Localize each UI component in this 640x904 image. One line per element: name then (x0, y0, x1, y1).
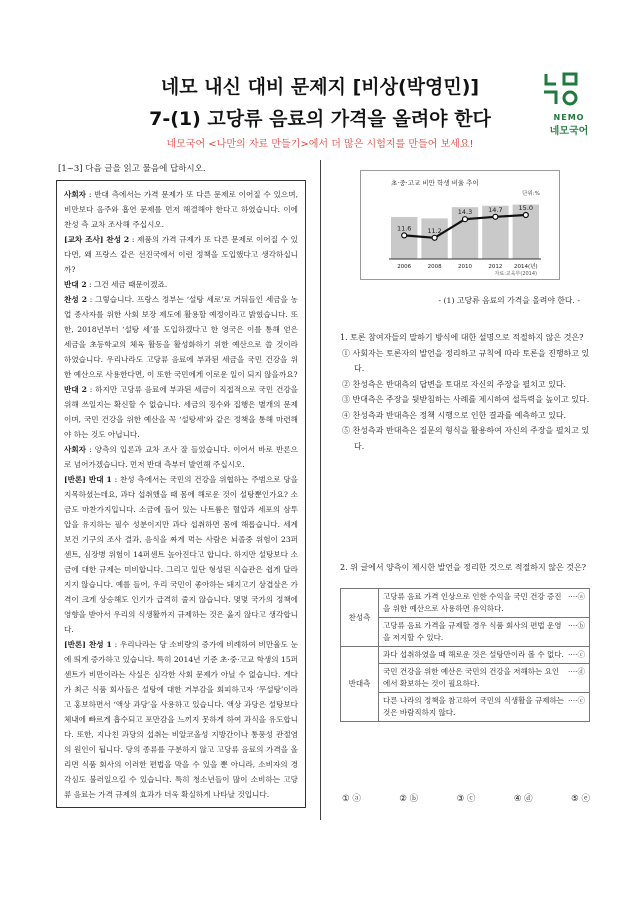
statement-cell (379, 664, 590, 693)
chart-data-label: 14.3 (457, 208, 473, 217)
promo-text: 네모국어 <나만의 자료 만들기>에서 더 많은 시험지를 만들어 보세요! (166, 139, 474, 150)
statement-text: 고당류 음료 가격을 규제할 경우 식품 회사의 편법 운영을 저지할 수 있다. (383, 621, 562, 642)
chart-x-tick-label: 2010 (458, 264, 472, 270)
statement-cell (379, 693, 590, 722)
table-row (341, 693, 590, 722)
q1-option[interactable]: ③ 반대측은 주장을 뒷받침하는 사례를 제시하여 설득력을 높이고 있다. (342, 395, 590, 404)
q1-option[interactable]: ① 사회자는 토론자의 발언을 정리하고 규칙에 따라 토론을 진행하고 있다. (342, 348, 590, 373)
obesity-chart (360, 170, 560, 280)
nemo-logo (540, 72, 598, 137)
header (0, 0, 640, 150)
speaker-label: [반론] 반대 1 (64, 475, 112, 484)
passage-box (56, 180, 306, 808)
chart-x-tick-label: 2008 (427, 264, 442, 270)
passage-paragraph (64, 472, 298, 637)
statement-mark: ····ⓒ (567, 650, 585, 659)
statement-mark: ····ⓔ (567, 696, 585, 705)
figure-caption: - (1) 고당류 음료의 가격을 올려야 한다. - (438, 296, 580, 305)
table-row (341, 664, 590, 693)
table-row (341, 589, 590, 618)
statement-mark: ····ⓑ (567, 621, 585, 630)
speaker-label: 반대 2 (64, 280, 87, 289)
table-row (341, 618, 590, 647)
table-row (341, 647, 590, 664)
statement-mark: ····ⓐ (567, 592, 585, 601)
page-title: 네모 내신 대비 문제지 [비상(박영민)] (160, 76, 480, 98)
speech-text: : 그건 세금 때문이겠죠. (86, 280, 168, 289)
passage-paragraph (64, 292, 298, 382)
statement-mark: ····ⓓ (567, 667, 585, 676)
chart-unit: 단위:% (522, 191, 540, 197)
question-2-stem: 2. 위 글에서 양측이 제시한 발언을 정리한 것으로 적절하지 않은 것은? (340, 563, 587, 572)
chart-point (523, 213, 528, 218)
passage-paragraph (64, 232, 298, 277)
speech-text: : 양측의 입론과 교차 조사 잘 들었습니다. 이어서 바로 반론으로 넘어가겠습니다. 먼저 반대 측부터 발언해 주십시오. (64, 445, 298, 469)
q2-table (340, 588, 590, 722)
statement-text: 고당류 음료 가격 인상으로 인한 수익을 국민 건강 증진을 위한 예산으로 사용하면 유익하다. (383, 592, 562, 613)
speaker-label: [반론] 찬성 1 (64, 640, 112, 649)
chart-x-tick-label: 2014(년) (513, 264, 538, 270)
q2-answer-options (342, 792, 590, 804)
group-label: 반대측 (341, 647, 379, 722)
chart-svg (361, 171, 561, 281)
chart-point (402, 233, 407, 238)
question-1-stem: 1. 토론 참여자들의 말하기 방식에 대한 설명으로 적절하지 않은 것은? (340, 333, 584, 342)
q1-option[interactable]: ② 찬성측은 반대측의 답변을 토대로 자신의 주장을 펼치고 있다. (342, 379, 567, 389)
speaker-label: 사회자 (64, 190, 87, 199)
speech-text: : 우리나라는 당 소비량의 증가에 비례하여 비만율도 눈에 띄게 증가하고 있습니다. 특히 2014년 기준 초·중·고교 학생의 15퍼센트가 비만이라는 사실은 심각한 사회 문제가 아닐 수 없습니다. 게다가 최근 식품 회사들은 설탕에 대한 거부감을 회피하고자 ‘무설탕’이라고 홍보하면서 ‘액상 과당’을 사용하고 있습니다. 액상 과당은 설탕보다 체내에 빠르게 흡수되고 포만감을 느끼지 못하게 하여 과식을 유도합니다. 또한, 지나친 과당의 섭취는 비알코올성 지방간이나 통풍성 관절염의 원인이 됩니다. 당의 종류를 구분하지 않고 고당류 음료의 가격을 올리면 식품 회사의 이러한 편법을 막을 수 있을 뿐 아니라, 소비자의 경각심도 불러일으킬 수 있습니다. 특히 청소년들이 많이 소비하는 고당류 음료는 가격 규제의 효과가 더욱 확실하게 나타날 것입니다. (64, 640, 299, 799)
column-divider (320, 160, 321, 820)
speaker-label: 찬성 2 (64, 295, 87, 304)
speaker-label: 사회자 (64, 445, 87, 454)
q2-answer-option[interactable]: ① ⓐ (342, 794, 361, 804)
q2-answer-option[interactable]: ② ⓑ (399, 794, 419, 804)
speech-text: : 찬성 측에서는 국민의 건강을 위협하는 주범으로 당을 지목하셨는데요, 과다 섭취했을 때 몸에 해로운 것이 설탕뿐인가요? 소금도 마찬가지입니다. 소금에 들어 있는 나트륨은 혈압과 세포의 삼투압을 유지하는 필수 성분이지만 과다 섭취하면 몸에 해롭습니다. 세계 보건 기구의 조사 결과, 음식을 짜게 먹는 사람은 뇌졸중 위험이 23퍼센트, 심장병 위험이 14퍼센트 높아진다고 합니다. 하지만 설탕보다 소금에 대한 규제는 미비합니다. 그리고 일단 형성된 식습관은 쉽게 달라지지 않습니다. 예를 들어, 우리 국민이 좋아하는 돼지고기 삼겹살은 가격이 크게 상승해도 인기가 급격히 줄지 않습니다. 몇몇 국가의 정책에 영향을 받아서 우리의 식생활까지 규제하는 것은 옳지 않다고 생각합니다. (64, 475, 298, 634)
chart-source: 자료:교육부(2014) (494, 271, 537, 277)
statement-cell (379, 589, 590, 618)
statement-cell (379, 618, 590, 647)
passage-paragraph (64, 277, 298, 292)
speaker-label: [교차 조사] 찬성 2 (64, 235, 130, 244)
instruction: [1~3] 다음 글을 읽고 물음에 답하시오. (58, 164, 206, 174)
passage-paragraph (64, 382, 298, 442)
chart-data-label: 11.6 (396, 224, 412, 233)
speech-text: : 하지만 고당류 음료에 부과된 세금이 직접적으로 국민 건강을 위해 쓰일지는 확신할 수 없습니다. 세금의 징수와 집행은 별개의 문제이며, 국민 건강을 위한 예산을 꼭 ‘설탕세’와 같은 정책을 통해 마련해야 하는 것도 아닙니다. (64, 385, 299, 439)
passage-paragraph (64, 187, 298, 232)
group-label: 찬성측 (341, 589, 379, 647)
q2-answer-option[interactable]: ④ ⓓ (513, 794, 533, 804)
page-subtitle-title: 7-(1) 고당류 음료의 가격을 올려야 한다 (149, 108, 491, 130)
statement-text: 국민 건강을 위한 예산은 국민의 건강을 저해하는 요인에서 확보하는 것이 필요하다. (383, 667, 560, 688)
statement-text: 다른 나라의 정책을 참고하여 국민의 식생활을 규제하는 것은 바람직하지 않다. (383, 696, 564, 717)
chart-point (432, 235, 437, 240)
chart-point (493, 214, 498, 219)
speech-text: : 그렇습니다. 프랑스 정부는 ‘설탕 세로’로 거둬들인 세금을 농업 종사자를 위한 사회 보장 제도에 활용할 예정이라고 밝혔습니다. 또한, 2018년부터 ‘설탕 세’를 도입하겠다고 한 영국은 이를 통해 얻은 세금을 초등학교의 체육 활동을 활성화하기 위한 예산으로 쓸 것이라 하였습니다. 우리나라도 고당류 음료에 부과된 세금을 국민 건강을 위한 예산으로 사용한다면, 이 또한 국민에게 이로운 일이 되지 않을까요? (64, 295, 298, 379)
passage-paragraph (64, 442, 298, 472)
speaker-label: 반대 2 (64, 385, 87, 394)
chart-data-label: 15.0 (518, 204, 534, 212)
statement-cell (379, 647, 590, 664)
statement-text: 과다 섭취하였을 때 해로운 것은 설탕만이라 볼 수 없다. (383, 650, 564, 659)
q1-option[interactable]: ⑤ 찬성측과 반대측은 질문의 형식을 활용하여 자신의 주장을 펼치고 있다. (342, 426, 590, 451)
chart-data-label: 11.2 (427, 226, 442, 235)
speech-text: : 반대 측에서는 가격 문제가 또 다른 문제로 이어질 수 있으며, 비만보다 음주와 흡연 문제를 먼저 해결해야 한다고 하였습니다. 이에 찬성 측 교차 조사해 주십시오. (64, 190, 298, 229)
q2-answer-option[interactable]: ③ ⓒ (456, 794, 476, 804)
logo-label: NEMO (553, 113, 585, 122)
chart-title: 초·중·고교 비만 학생 비율 추이 (391, 179, 479, 187)
logo-name: 네모국어 (549, 126, 589, 137)
question-1 (340, 330, 590, 454)
q1-option[interactable]: ④ 찬성측과 반대측은 정책 시행으로 인한 결과를 예측하고 있다. (342, 410, 567, 420)
q2-answer-option[interactable]: ⑤ ⓔ (571, 794, 590, 804)
speech-text: : 제품의 가격 규제가 또 다른 문제로 이어질 수 있다면, 왜 프랑스 같은 선진국에서 이런 정책을 도입했다고 생각하십니까? (64, 235, 298, 274)
nemo-logo-icon (540, 72, 584, 106)
chart-x-tick-label: 2006 (397, 264, 412, 270)
chart-point (463, 217, 468, 222)
question-2 (340, 560, 590, 575)
chart-x-tick-label: 2012 (488, 264, 503, 270)
passage-paragraph (64, 637, 298, 802)
chart-data-label: 14.7 (488, 205, 503, 214)
